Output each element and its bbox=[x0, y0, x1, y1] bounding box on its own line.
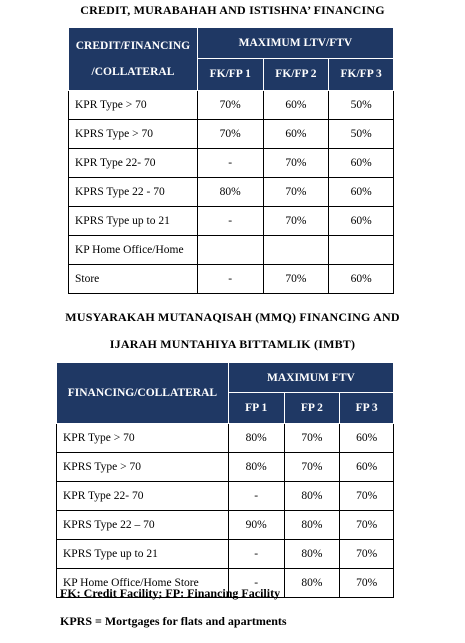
value-col2: 80% bbox=[284, 511, 340, 540]
value-col1: - bbox=[228, 569, 284, 598]
ftv-table-row bbox=[57, 511, 394, 540]
row-label: KPRS Type up to 21 bbox=[57, 540, 229, 569]
value-col2: 70% bbox=[284, 424, 340, 453]
row-label: KPRS Type 22 - 70 bbox=[69, 178, 198, 207]
header-fp3: FP 3 bbox=[340, 393, 394, 424]
value-col3: 70% bbox=[340, 482, 394, 511]
ltv-table bbox=[68, 27, 394, 294]
value-col3: 50% bbox=[329, 120, 394, 149]
value-col1: 80% bbox=[228, 453, 284, 482]
header-collateral-line1: CREDIT/FINANCING bbox=[75, 40, 191, 52]
header-fp2: FP 2 bbox=[284, 393, 340, 424]
value-col3: 70% bbox=[340, 569, 394, 598]
ftv-table bbox=[56, 362, 394, 598]
value-col3: 60% bbox=[340, 424, 394, 453]
value-col1: 80% bbox=[228, 424, 284, 453]
ltv-table-row bbox=[69, 207, 394, 236]
value-col1: - bbox=[197, 265, 263, 294]
value-col2: 80% bbox=[284, 482, 340, 511]
row-label: KP Home Office/Home Store bbox=[57, 569, 229, 598]
ftv-table-row bbox=[57, 424, 394, 453]
value-col3: 60% bbox=[329, 149, 394, 178]
value-col1: 70% bbox=[197, 120, 263, 149]
section1-title: CREDIT, MURABAHAH AND ISTISHNA’ FINANCING bbox=[80, 3, 385, 17]
value-col1: - bbox=[197, 149, 263, 178]
value-col3: 60% bbox=[329, 178, 394, 207]
row-label: Store bbox=[69, 265, 198, 294]
value-col1: 90% bbox=[228, 511, 284, 540]
row-label: KPRS Type 22 – 70 bbox=[57, 511, 229, 540]
value-col3: 50% bbox=[329, 91, 394, 120]
value-col2: 70% bbox=[284, 453, 340, 482]
value-col1 bbox=[197, 236, 263, 265]
value-col2: 70% bbox=[263, 149, 329, 178]
ftv-table-row bbox=[57, 453, 394, 482]
header-collateral bbox=[69, 28, 198, 91]
row-label: KPRS Type > 70 bbox=[69, 120, 198, 149]
value-col2: 70% bbox=[263, 207, 329, 236]
value-col2: 70% bbox=[263, 265, 329, 294]
value-col3: 70% bbox=[340, 540, 394, 569]
row-label: KPRS Type > 70 bbox=[57, 453, 229, 482]
value-col2: 80% bbox=[284, 569, 340, 598]
ltv-table-row bbox=[69, 236, 394, 265]
header-fkfp1: FK/FP 1 bbox=[197, 58, 263, 90]
ltv-table-row bbox=[69, 149, 394, 178]
header-fp1: FP 1 bbox=[228, 393, 284, 424]
row-label: KP Home Office/Home bbox=[69, 236, 198, 265]
value-col2: 60% bbox=[263, 120, 329, 149]
note-abbreviations: FK: Credit Facility; FP: Financing Facility bbox=[60, 586, 281, 600]
value-col3: 70% bbox=[340, 511, 394, 540]
header-financing-collateral: FINANCING/COLLATERAL bbox=[57, 363, 229, 424]
ftv-table-row bbox=[57, 540, 394, 569]
ltv-table-row bbox=[69, 120, 394, 149]
header-fkfp3: FK/FP 3 bbox=[329, 58, 394, 90]
header-max-ltv: MAXIMUM LTV/FTV bbox=[197, 28, 393, 59]
row-label: KPRS Type up to 21 bbox=[69, 207, 198, 236]
value-col3: 60% bbox=[329, 207, 394, 236]
value-col1: 70% bbox=[197, 91, 263, 120]
value-col2 bbox=[263, 236, 329, 265]
row-label: KPR Type 22- 70 bbox=[57, 482, 229, 511]
value-col1: 80% bbox=[197, 178, 263, 207]
value-col2: 60% bbox=[263, 91, 329, 120]
value-col3: 60% bbox=[329, 265, 394, 294]
row-label: KPR Type > 70 bbox=[57, 424, 229, 453]
note-kprs: KPRS = Mortgages for flats and apartments bbox=[60, 614, 287, 628]
section2-title-line1: MUSYARAKAH MUTANAQISAH (MMQ) FINANCING AND bbox=[65, 310, 400, 324]
row-label: KPR Type > 70 bbox=[69, 91, 198, 120]
header-max-ftv: MAXIMUM FTV bbox=[228, 363, 393, 393]
ftv-table-row bbox=[57, 482, 394, 511]
header-fkfp2: FK/FP 2 bbox=[263, 58, 329, 90]
value-col1: - bbox=[228, 482, 284, 511]
ltv-table-row bbox=[69, 178, 394, 207]
ltv-table-row bbox=[69, 265, 394, 294]
value-col3 bbox=[329, 236, 394, 265]
ltv-table-row bbox=[69, 91, 394, 120]
value-col1: - bbox=[228, 540, 284, 569]
section2-title-line2: IJARAH MUNTAHIYA BITTAMLIK (IMBT) bbox=[109, 337, 356, 351]
value-col2: 80% bbox=[284, 540, 340, 569]
value-col2: 70% bbox=[263, 178, 329, 207]
value-col1: - bbox=[197, 207, 263, 236]
header-collateral-line2: /COLLATERAL bbox=[91, 66, 175, 78]
value-col3: 60% bbox=[340, 453, 394, 482]
row-label: KPR Type 22- 70 bbox=[69, 149, 198, 178]
